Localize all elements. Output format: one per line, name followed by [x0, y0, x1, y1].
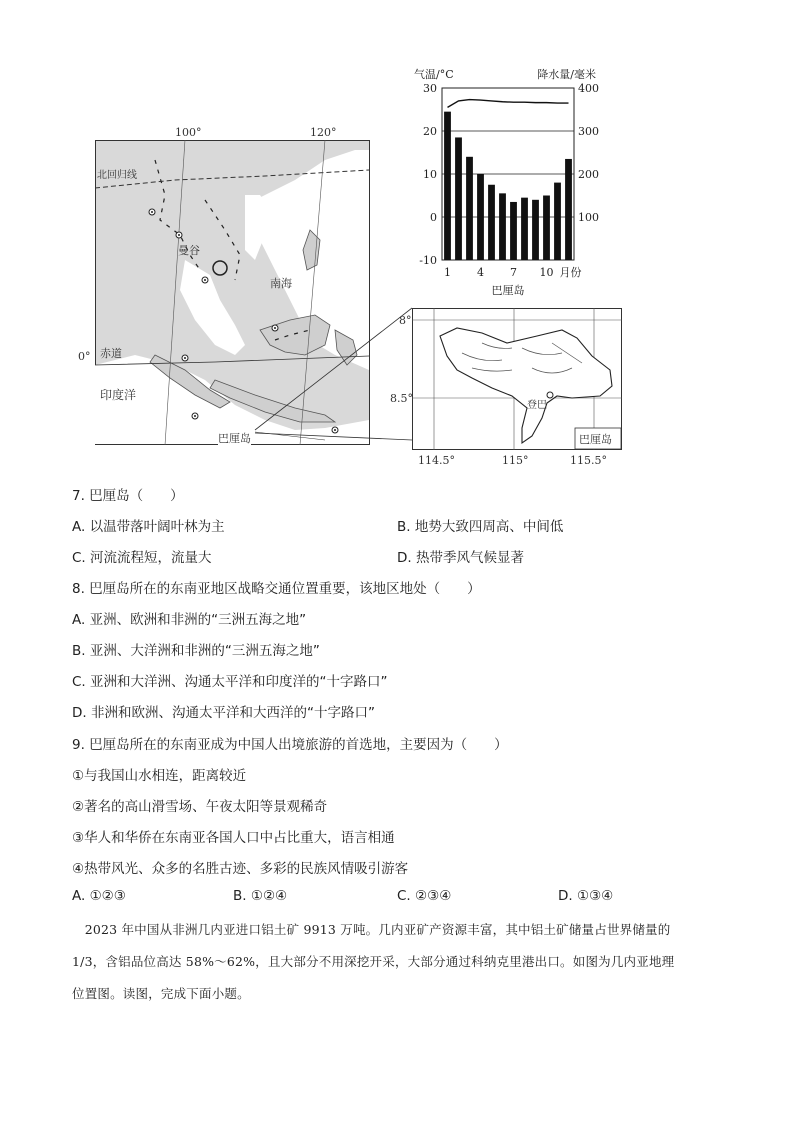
precipitation-bar [532, 200, 539, 260]
precipitation-bar [477, 174, 484, 260]
climate-chart [400, 62, 620, 302]
q8-option-c[interactable]: C. 亚洲和大洋洲、沟通太平洋和印度洋的“十字路口” [72, 674, 388, 690]
x-tick-label: 1 [444, 266, 451, 279]
y-right-axis-title: 降水量/毫米 [537, 68, 596, 81]
precipitation-bar [510, 202, 517, 260]
denpasar-label: 登巴 [527, 400, 547, 411]
passage-line-3: 位置图。读图，完成下面小题。 [72, 986, 250, 1001]
bangkok-label: 曼谷 [178, 244, 200, 257]
bali-map-label: 巴厘岛 [218, 432, 251, 445]
lat-8-label: 8° [399, 314, 412, 327]
lon-115-5-label: 115.5° [570, 454, 607, 467]
equator-label: 赤道 [100, 347, 122, 360]
precipitation-bar [455, 137, 462, 260]
q9-statement-4: ④热带风光、众多的名胜古迹、多彩的民族风情吸引游客 [72, 861, 409, 877]
y-left-axis-title: 气温/°C [414, 68, 454, 81]
y-left-tick-label: 10 [423, 168, 437, 181]
tropic-of-cancer-label: 北回归线 [97, 166, 137, 181]
precipitation-bar [565, 159, 572, 260]
y-left-tick-label: 0 [430, 211, 437, 224]
x-tick-label: 7 [510, 266, 517, 279]
x-tick-label: 10 [539, 266, 554, 279]
q7-option-d[interactable]: D. 热带季风气候显著 [397, 550, 524, 566]
q7-option-c[interactable]: C. 河流流程短，流量大 [72, 550, 212, 566]
temperature-line [448, 100, 569, 108]
y-left-tick-label: 30 [423, 82, 437, 95]
y-right-tick-label: 200 [578, 168, 599, 181]
south-china-sea-label: 南海 [270, 277, 292, 290]
y-right-tick-label: 100 [578, 211, 599, 224]
lon-120-label: 120° [310, 126, 337, 139]
q9-option-a[interactable]: A. ①②③ [72, 888, 126, 904]
bali-inset-map [412, 308, 622, 450]
y-right-tick-label: 300 [578, 125, 599, 138]
q8-option-d[interactable]: D. 非洲和欧洲、沟通太平洋和大西洋的“十字路口” [72, 705, 375, 721]
x-axis-unit: 月份 [559, 266, 582, 279]
lon-100-label: 100° [175, 126, 202, 139]
q7-option-b[interactable]: B. 地势大致四周高、中间低 [397, 519, 564, 535]
passage-line-2: 1/3，含铝品位高达 58%～62%，且大部分不用深挖开采，大部分通过科纳克里港出口。如图为几内亚地理 [72, 954, 675, 969]
q9-statement-3: ③华人和华侨在东南亚各国人口中占比重大，语言相通 [72, 830, 395, 846]
lat-0-label: 0° [78, 350, 91, 363]
precipitation-bar [554, 183, 561, 260]
q7-option-a[interactable]: A. 以温带落叶阔叶林为主 [72, 519, 225, 535]
q8-stem: 8. 巴厘岛所在的东南亚地区战略交通位置重要，该地区地处（ ） [72, 581, 481, 597]
chart-title: 巴厘岛 [491, 284, 525, 297]
y-right-tick-label: 400 [578, 82, 599, 95]
bali-inset-title: 巴厘岛 [579, 433, 612, 446]
q9-statement-1: ①与我国山水相连，距离较近 [72, 768, 247, 784]
indian-ocean-label: 印度洋 [100, 388, 137, 402]
y-left-tick-label: 20 [423, 125, 437, 138]
climate-chart-svg [400, 62, 620, 302]
precipitation-bar [543, 196, 550, 261]
q9-option-b[interactable]: B. ①②④ [233, 888, 288, 904]
x-tick-label: 4 [477, 266, 484, 279]
q9-option-d[interactable]: D. ①③④ [558, 888, 614, 904]
q7-stem: 7. 巴厘岛（ ） [72, 488, 184, 504]
precipitation-bar [488, 185, 495, 260]
q8-option-b[interactable]: B. 亚洲、大洋洲和非洲的“三洲五海之地” [72, 643, 320, 659]
precipitation-bar [466, 157, 473, 260]
y-left-tick-label: -10 [419, 254, 437, 267]
bali-inset [412, 308, 622, 450]
q8-option-a[interactable]: A. 亚洲、欧洲和非洲的“三洲五海之地” [72, 612, 307, 628]
lat-8-5-label: 8.5° [390, 392, 413, 405]
precipitation-bar [521, 198, 528, 260]
precipitation-bar [444, 112, 451, 260]
passage-line-1: 2023 年中国从非洲几内亚进口铝土矿 9913 万吨。几内亚矿产资源丰富，其中铝土矿储量占世界储量的 [72, 922, 671, 937]
lon-114-5-label: 114.5° [418, 454, 455, 467]
precipitation-bar [499, 193, 506, 260]
lon-115-label: 115° [502, 454, 529, 467]
q9-statement-2: ②著名的高山滑雪场、午夜太阳等景观稀奇 [72, 799, 328, 815]
q9-option-c[interactable]: C. ②③④ [397, 888, 452, 904]
q9-stem: 9. 巴厘岛所在的东南亚成为中国人出境旅游的首选地，主要因为（ ） [72, 737, 508, 753]
